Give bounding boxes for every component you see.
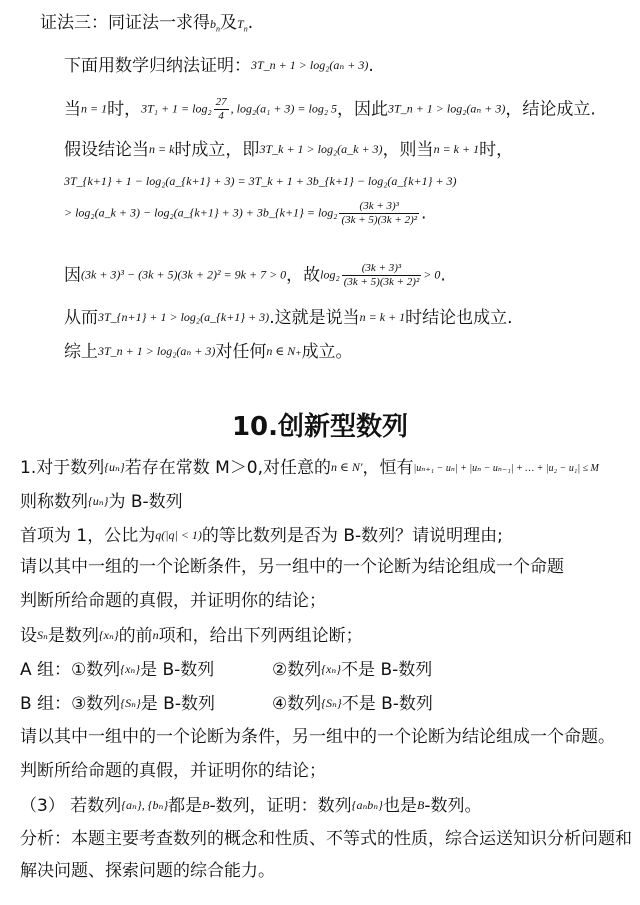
problem-line-4: 请以其中一组的一个论断条件，另一组中的一个论断为结论组成一个命题: [20, 557, 564, 577]
proof-line-6: [64, 200, 426, 227]
text: ②数列: [272, 660, 322, 680]
text: .: [440, 265, 446, 286]
text: 时成立，即: [174, 140, 260, 160]
math-expr: 3T_{k+1} + 1 − log₂(a_{k+1} + 3) = 3T_k + 1 + 3b_{k+1} − log₂(a_{k+1} + 3): [64, 174, 457, 188]
text: （3） 若数列: [20, 796, 122, 816]
text: -数列，证明：数列: [209, 796, 352, 816]
text: 是 B-数列: [140, 660, 215, 680]
problem-line-11: [20, 794, 481, 817]
math-expr: n = k: [149, 142, 175, 156]
text: ，故: [286, 265, 321, 286]
text: 不是 B-数列: [341, 660, 433, 680]
text: 从而: [64, 308, 98, 328]
problem-line-9: 请以其中一组中的一个论断为条件，另一组中的一个论断为结论组成一个命题。: [20, 727, 615, 747]
text: ，则当: [382, 140, 434, 160]
math-expr: log₂: [320, 267, 340, 282]
math-expr: 3T_n + 1 > log₂(aₙ + 3): [388, 101, 506, 116]
math-expr: {xₙ}: [98, 628, 119, 642]
text: 若存在常数 M＞0,对任意的: [124, 458, 331, 478]
text: 当: [64, 99, 81, 120]
problem-line-12: 分析：本题主要考查数列的概念和性质、不等式的性质，综合运送知识分析问题和: [20, 829, 632, 849]
problem-line-10: 判断所给命题的真假，并证明你的结论；: [20, 761, 326, 781]
text: 则称数列: [20, 492, 88, 512]
math-expr: B: [202, 798, 210, 812]
text: 不是 B-数列: [341, 694, 433, 714]
text: 及: [220, 13, 237, 33]
problem-line-7-right: [272, 658, 432, 681]
math-expr: q(|q| < 1): [155, 528, 202, 542]
proof-line-4: [64, 138, 513, 161]
fraction: $\frac{\text{(3k + 3)³}}{\text{(3k + 5)(3k + 2)²}}$: [343, 262, 420, 288]
problem-line-13: 解决问题、探索问题的综合能力。: [20, 861, 275, 881]
text: 都是: [168, 796, 203, 816]
math-expr: 3T₁ + 1 = log₂: [141, 101, 212, 116]
text: 假设结论当: [64, 140, 149, 160]
math-expr: > log₂(a_k + 3) − log₂(a_{k+1} + 3) + 3b_{k+1} = log₂: [64, 205, 338, 220]
math-expr: n ∈ N′: [331, 460, 363, 474]
problem-line-1: [20, 456, 599, 480]
math-expr: > 0: [423, 267, 441, 282]
math-expr: {aₙ}, {bₙ}: [121, 798, 169, 812]
text: ，恒有: [362, 458, 414, 478]
text: 证法三：同证法一求得: [40, 13, 210, 33]
math-expr: Sₙ: [37, 628, 48, 642]
section-title: 10.创新型数列: [231, 412, 409, 442]
math-t: $T_n$: [237, 17, 248, 34]
proof-line-8: [64, 306, 513, 329]
math-expr: {uₙ}: [104, 460, 125, 474]
math-expr: 3T_n + 1 > log₂(aₙ + 3): [251, 58, 369, 72]
proof-line-2: [64, 54, 374, 77]
text: 设: [20, 626, 37, 646]
text: 综上: [64, 342, 98, 362]
text: 因: [64, 265, 81, 286]
text: ，因此: [337, 99, 389, 120]
proof-line-9: [64, 340, 353, 363]
math-expr: (3k + 3)³ − (3k + 5)(3k + 2)² = 9k + 7 > 0: [81, 267, 287, 282]
text: 时，: [479, 140, 514, 160]
math-expr: n = k + 1: [433, 142, 480, 156]
problem-line-8-right: [272, 692, 433, 715]
math-expr: {aₙbₙ}: [351, 798, 383, 812]
math-expr: {Sₙ}: [120, 696, 141, 710]
problem-line-3: [20, 524, 503, 547]
text: 下面用数学归纳法证明：: [64, 56, 251, 76]
text: 为 B-数列: [108, 492, 183, 512]
text: .这就是说当: [269, 308, 360, 328]
math-expr: {Sₙ}: [321, 696, 342, 710]
math-expr: n ∈ N₊: [266, 344, 302, 358]
math-expr: n = 1: [81, 101, 108, 116]
math-expr: n: [152, 628, 159, 642]
text: -数列。: [424, 796, 482, 816]
text: 1.对于数列: [20, 458, 105, 478]
math-expr: , log₂(a₁ + 3) = log₂ 5: [230, 101, 338, 116]
text: ④数列: [272, 694, 322, 714]
problem-line-2: [20, 490, 183, 513]
text: 时，: [107, 99, 142, 120]
text: 是数列: [47, 626, 99, 646]
text: 成立。: [301, 342, 353, 362]
text: 项和，给出下列两组论断；: [158, 626, 363, 646]
math-expr: 3T_{n+1} + 1 > log₂(a_{k+1} + 3): [98, 310, 270, 324]
problem-line-5: 判断所给命题的真假，并证明你的结论；: [20, 591, 326, 611]
fraction: $\frac{27}{4}$: [215, 96, 227, 122]
math-expr: B: [416, 798, 425, 812]
text: .: [421, 203, 427, 224]
math-expr: 3T_n + 1 > log₂(aₙ + 3): [98, 344, 216, 358]
proof-line-1: [40, 12, 253, 40]
math-expr: {xₙ}: [321, 662, 342, 676]
math-expr: {uₙ}: [88, 494, 109, 508]
text: 时结论也成立.: [405, 308, 513, 328]
math-expr: |uₙ₊₁ − uₙ| + |uₙ − uₙ₋₁| + … + |u₂ − u₁| ≤ M: [413, 463, 599, 474]
text: B 组：③数列: [20, 694, 121, 714]
proof-line-5: [64, 170, 457, 193]
problem-line-8: [20, 692, 215, 715]
math-b: $b_n$: [210, 17, 220, 34]
text: 的等比数列是否为 B-数列？请说明理由;: [201, 526, 503, 546]
fraction: $\frac{\text{(3k + 3)³}}{\text{(3k + 5)(3k + 2)²}}$: [341, 200, 418, 226]
text: 的前: [118, 626, 153, 646]
math-expr: n = k + 1: [359, 310, 406, 324]
text: ，结论成立.: [505, 99, 596, 120]
text: A 组：①数列: [20, 660, 121, 680]
text: 是 B-数列: [140, 694, 215, 714]
text: .: [247, 13, 254, 33]
text: 也是: [382, 796, 417, 816]
math-expr: 3T_k + 1 > log₂(a_k + 3): [259, 142, 383, 156]
text: .: [368, 56, 374, 76]
proof-line-7: [64, 262, 446, 289]
text: 对任何: [215, 342, 267, 362]
math-expr: {xₙ}: [120, 662, 141, 676]
problem-line-6: [20, 624, 363, 647]
proof-line-3: [64, 96, 596, 123]
text: 首项为 1，公比为: [20, 526, 156, 546]
problem-line-7: [20, 658, 214, 681]
